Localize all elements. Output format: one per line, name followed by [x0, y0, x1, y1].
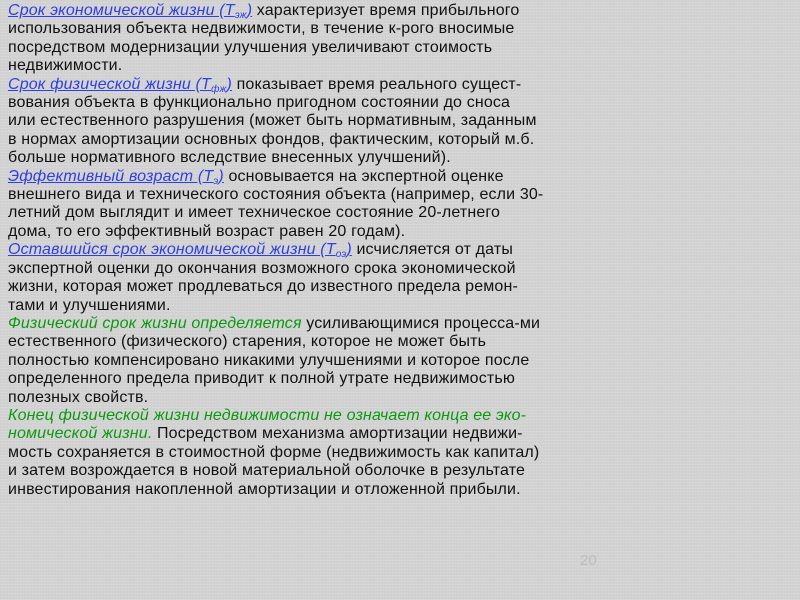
- text-line: Эффективный возраст $(Т_э)$ основывается на экспертной оценке: [8, 167, 504, 187]
- text-line: определенного предела приводит к полной утрате недвижимостью: [8, 370, 515, 388]
- slide-content: [8, 2, 792, 598]
- text-line: внешнего вида и технического состояния объекта (например, если 30-: [8, 186, 544, 204]
- text-line: Срок физической жизни $(Т_{фж})$ показывает время реального сущест-: [8, 75, 522, 95]
- term-remaining-economic-life: Оставшийся срок экономической жизни $(Т_{оэ})$: [8, 241, 352, 261]
- text-line: тами и улучшениями.: [8, 296, 171, 314]
- paragraph-economic-life: [8, 2, 792, 76]
- lead-end-of-physical-life: Конец физической жизни недвижимости не означает конца ее эко-: [8, 406, 527, 424]
- text-line: мость сохраняется в стоимостной форме (недвижимость как капитал): [8, 443, 540, 461]
- term-effective-age: Эффективный возраст $(Т_э)$: [8, 167, 224, 187]
- paragraph-physical-life: [8, 76, 792, 168]
- text-line: номической жизни. Посредством механизма амортизации недвижи-: [8, 425, 523, 443]
- text-line: инвестирования накопленной амортизации и отложенной прибыли.: [8, 480, 521, 498]
- text-line: посредством модернизации улучшения увеличивают стоимость: [8, 38, 493, 56]
- text-line: больше нормативного вследствие внесенных улучшений).: [8, 149, 451, 167]
- text-line: использования объекта недвижимости, в течение к-рого вносимые: [8, 20, 515, 38]
- paragraph-end-of-physical-life: [8, 407, 792, 499]
- text-line: дома, то его эффективный возраст равен 20 годам).: [8, 222, 406, 240]
- paragraph-remaining-economic-life: [8, 241, 792, 315]
- paragraph-physical-lifespan: [8, 315, 792, 407]
- text-line: Оставшийся срок экономической жизни $(Т_{оэ})$ исчисляется от даты: [8, 241, 513, 261]
- text-line: вования объекта в функционально пригодном состоянии до сноса: [8, 94, 511, 112]
- text-line: и затем возрождается в новой материальной оболочке в результате: [8, 462, 526, 480]
- page-number: 20: [580, 552, 597, 569]
- text-line: недвижимости.: [8, 57, 123, 75]
- text-line: экспертной оценки до окончания возможного срока экономической: [8, 259, 516, 277]
- text-line: полностью компенсировано никакими улучшениями и которое после: [8, 351, 530, 369]
- text-line: естественного (физического) старения, которое не может быть: [8, 333, 487, 351]
- lead-physical-lifespan: Физический срок жизни определяется: [8, 314, 302, 332]
- term-physical-life: Срок физической жизни $(Т_{фж})$: [8, 75, 232, 95]
- paragraph-effective-age: [8, 168, 792, 242]
- text-line: Физический срок жизни определяется усиливающимися процесса-ми: [8, 314, 541, 332]
- text-line: в нормах амортизации основных фондов, фактическим, который м.б.: [8, 130, 535, 148]
- text-line: или естественного разрушения (может быть нормативным, заданным: [8, 112, 537, 130]
- text-line: полезных свойств.: [8, 388, 149, 406]
- text-line: летний дом выглядит и имеет техническое состояние 20-летнего: [8, 204, 501, 222]
- text-line: жизни, которая может продлеваться до известного предела ремон-: [8, 278, 518, 296]
- lead-end-of-physical-life-cont: номической жизни.: [8, 425, 153, 443]
- text-line: Срок экономической жизни $(Т_{эж})$ характеризует время прибыльного: [8, 2, 520, 21]
- term-economic-life: Срок экономической жизни $(Т_{эж})$: [8, 2, 253, 21]
